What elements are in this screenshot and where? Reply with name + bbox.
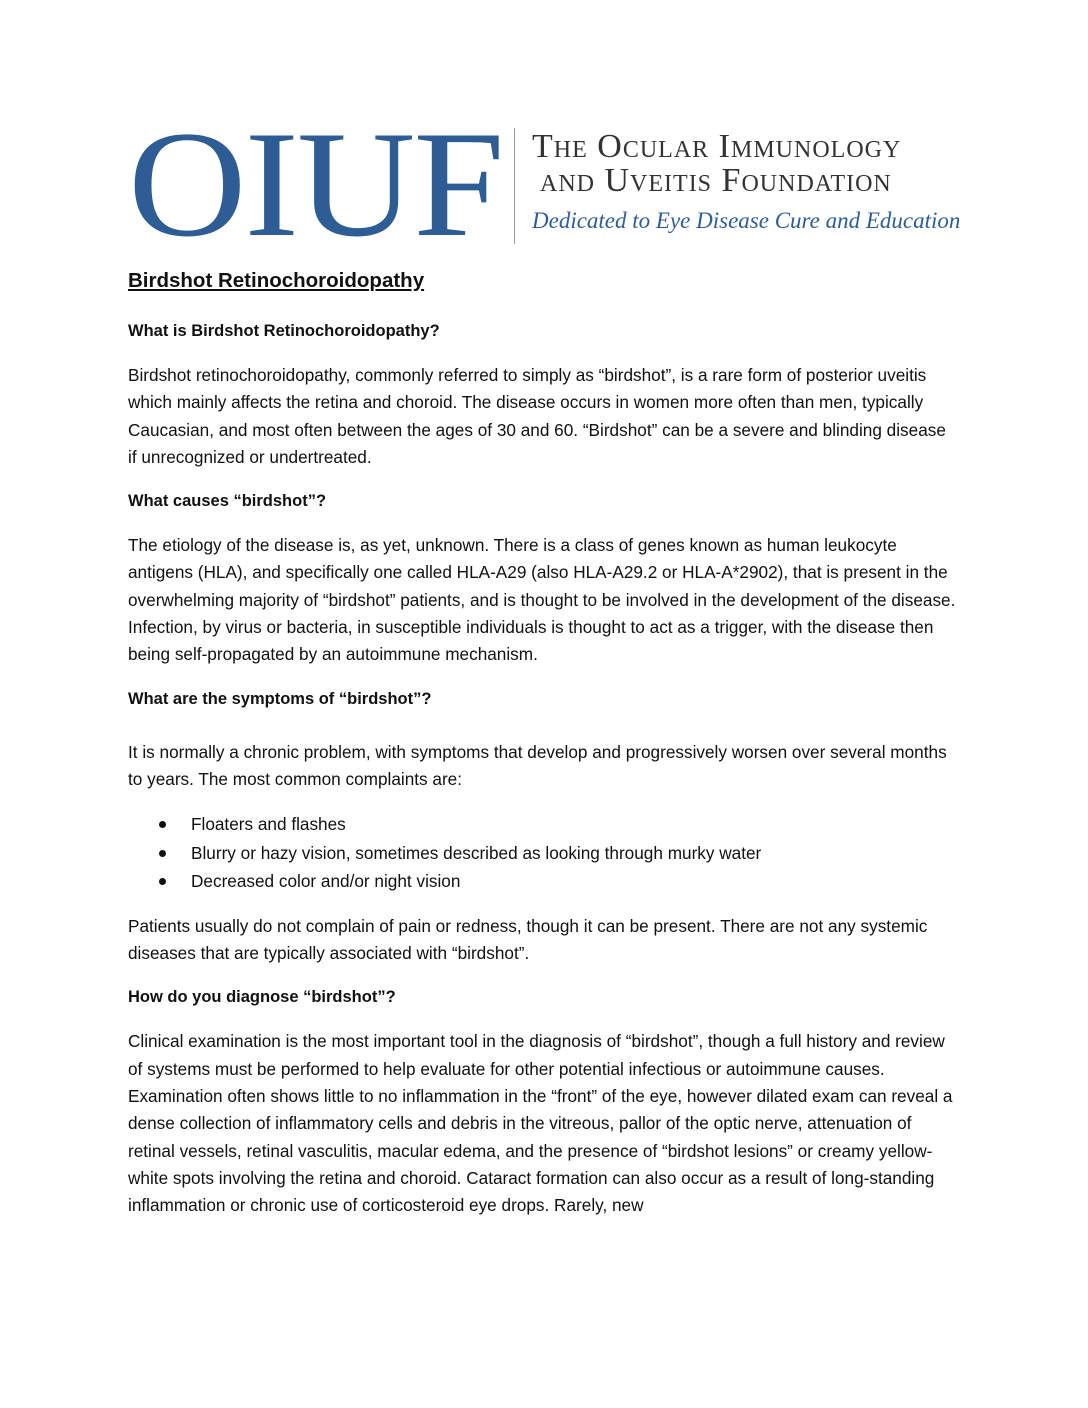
document-title: Birdshot Retinochoroidopathy [128,269,425,292]
list-item [128,839,958,868]
bullet-icon [159,850,166,857]
section-heading-what-is: What is Birdshot Retinochoroidopathy? [128,322,440,340]
section-paragraph-what-is: Birdshot retinochoroidopathy, commonly referred to simply as “birdshot”, is a rare form of posterior uveitis which mainly affects the retina and choroid. The disease occurs in women more often than men, typically Caucasian, and most often between the ages of 30 and 60. “Birdshot” can be a severe and blinding disease if unrecognized or undertreated. [128,365,946,467]
section-heading-diagnosis: How do you diagnose “birdshot”? [128,988,396,1007]
section-heading-symptoms: What are the symptoms of “birdshot”? [128,689,432,708]
list-item-text: Floaters and flashes [191,814,346,835]
list-item [128,810,958,839]
organization-name [532,130,901,198]
letterhead [128,100,968,268]
list-item-text: Blurry or hazy vision, sometimes described as looking through murky water [191,842,762,863]
bullet-icon [159,821,166,828]
section-paragraph-causes: The etiology of the disease is, as yet, unknown. There is a class of genes known as human leukocyte antigens (HLA), and specifically one called HLA-A29 (also HLA-A29.2 or HLA-A*2902), that is present in the overwhelming majority of “birdshot” patients, and is thought to be involved in the development of the disease. Infection, by virus or bacteria, in susceptible individuals is thought to act as a trigger, with the disease then being self-propagated by an autoimmune mechanism. [128,535,956,665]
symptoms-list [128,810,958,896]
logo-divider [514,128,515,244]
section-paragraph-diagnosis: Clinical examination is the most important tool in the diagnosis of “birdshot”, though a full history and review of systems must be performed to help evaluate for other potential infectious or autoimmune causes. Examination often shows little to no inflammation in the “front” of the eye, however dilated exam can reveal a dense collection of inflammatory cells and debris in the vitreous, pallor of the optic nerve, attenuation of retinal vessels, retinal vasculitis, macular edema, and the presence of “birdshot lesions” or creamy yellow-white spots involving the retina and choroid. Cataract formation can also occur as a result of long-standing inflammation or chronic use of corticosteroid eye drops. Rarely, new [128,1031,953,1216]
list-item-text: Decreased color and/or night vision [191,871,461,892]
document-body [128,266,958,1236]
organization-name-line-1: The Ocular Immunology [532,128,902,165]
oiuf-logo: OIUF [128,100,503,268]
section-paragraph-symptoms: It is normally a chronic problem, with symptoms that develop and progressively worsen over several months to years. The most common complaints are: [128,741,947,789]
list-item [128,867,958,896]
organization-name-line-2: and Uveitis Foundation [540,162,892,199]
section-heading-causes: What causes “birdshot”? [128,492,327,511]
bullet-icon [159,878,166,885]
organization-tagline: Dedicated to Eye Disease Cure and Education [532,208,961,233]
section-paragraph-symptoms-followup: Patients usually do not complain of pain or redness, though it can be present. There are not any systemic diseases that are typically associated with “birdshot”. [128,915,928,964]
